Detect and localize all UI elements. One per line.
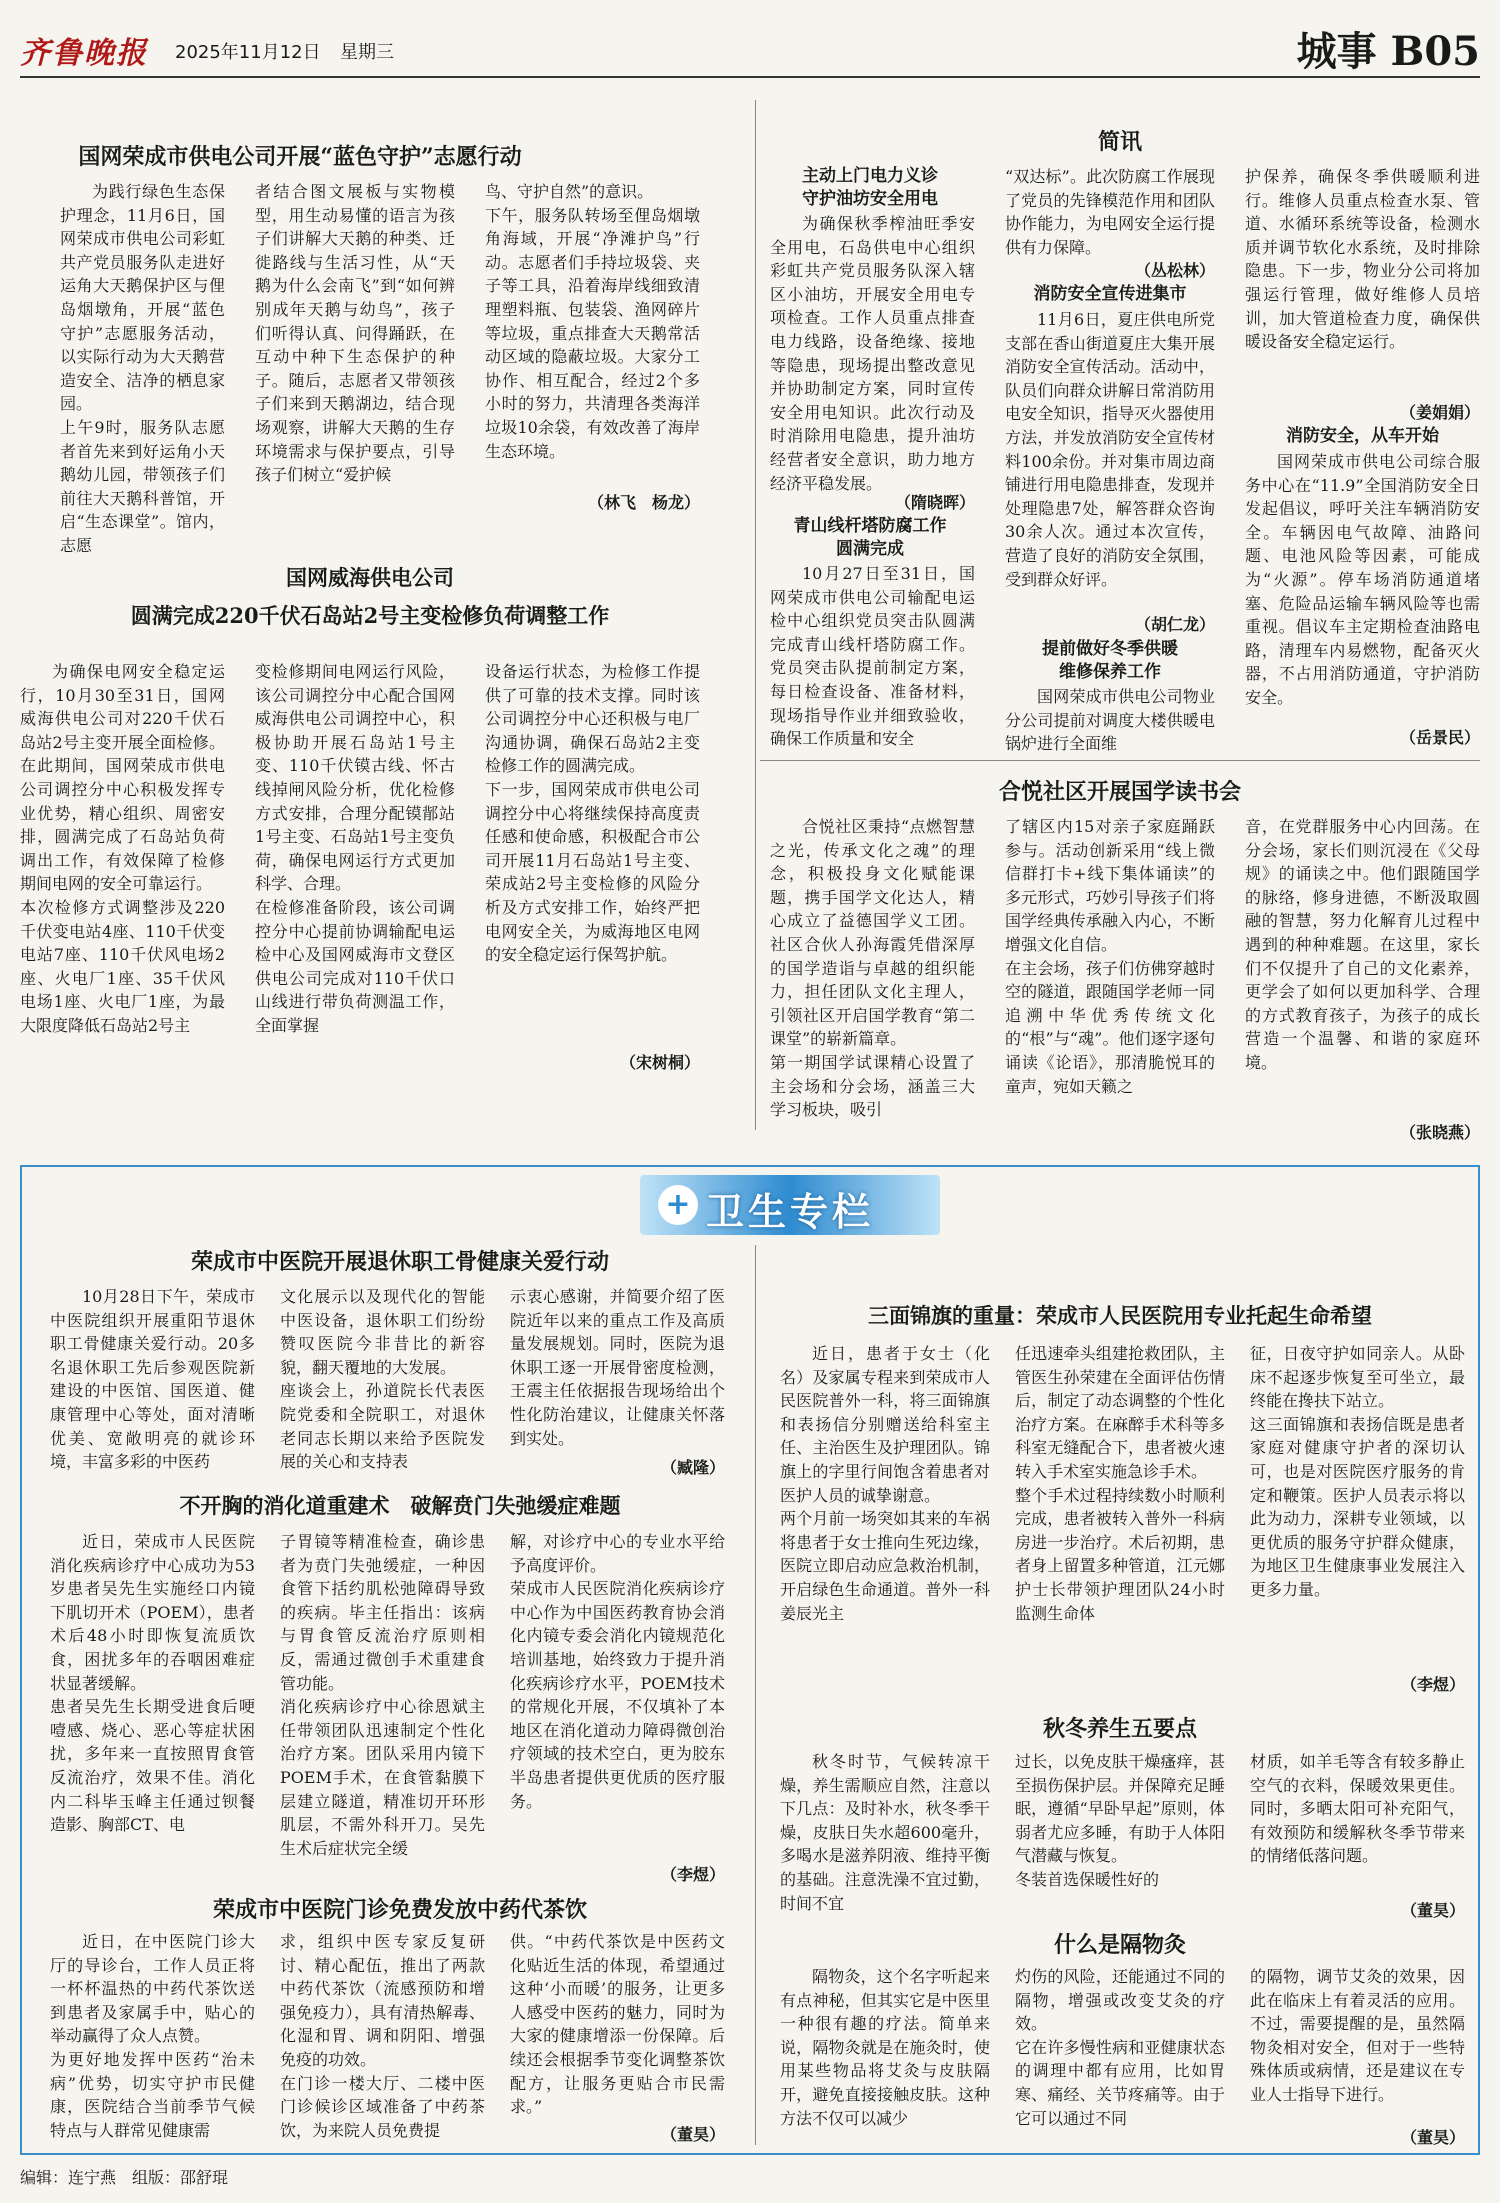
brief-1-body (770, 212, 975, 492)
article-1-col-3 (485, 180, 700, 510)
health-article-1-text: 10月28日下午，荣成市中医院组织开展重阳节退休职工骨健康关爱行动。20多名退休职工先后参观医院新建设的中医馆、国医道、健康管理中心等处，面对清晰优美、宽敞明亮的就诊环境，丰富多彩的中医药 (50, 1287, 255, 1472)
health-article-2-text: 近日，荣成市人民医院消化疾病诊疗中心成功为53岁患者吴先生实施经口内镜下肌切开术（POEM），患者术后48小时即恢复流质饮食，困扰多年的吞咽困难症状显著缓解。 患者吴先生长期受进食后哽噎感、烧心、恶心等症状困扰，多年来一直按照胃食管反流治疗，效果不佳。消化内二科毕玉峰主任通过钡餐造影、胸部CT、电 (50, 1532, 255, 1835)
brief-4-body (1005, 308, 1215, 608)
brief-1-title-1: 主动上门电力义诊 (802, 166, 938, 186)
health-article-4-text: 任迅速牵头组建抢救团队，主管医生孙荣建在全面评估伤情后，制定了动态调整的个性化治疗方案。在麻醉手术科等多科室无缝配合下，患者被火速转入手术室实施急诊手术。 整个手术过程持续数小时顺利完成，患者被转入普外一科病房进一步治疗。术后初期，患者身上留置多种管道，江元娜护士长带领护理团队24小时监测生命体 (1015, 1344, 1225, 1623)
health-article-6-title: 什么是隔物灸 (1053, 1932, 1186, 1958)
brief-7-byline: （岳景民） (1399, 728, 1480, 747)
brief-2-title-1: 青山线杆塔防腐工作 (793, 516, 947, 536)
article-3-byline: （张晓燕） (1399, 1123, 1480, 1142)
brief-1-text: 为确保秋季榨油旺季安全用电，石岛供电中心组织彩虹共产党员服务队深入辖区小油坊，开展安全用电专项检查。工作人员重点排查电力线路，设备绝缘、接地等隐患，现场提出整改意见并协助制定方案，同时宣传安全用电知识。此次行动及时消除用电隐患，提升油坊经营者安全意识，助力地方经济平稳发展。 (770, 214, 975, 493)
brief-1-byline: （隋晓晖） (894, 493, 975, 512)
health-column-banner (640, 1175, 940, 1235)
health-article-1-col-2 (280, 1285, 485, 1475)
health-article-5-col-3 (1250, 1750, 1465, 1895)
brief-7-text: 国网荣成市供电公司综合服务中心在“11.9”全国消防安全日发起倡议，呼吁关注车辆消防安全。车辆因电气故障、油路问题、电池风险等因素，可能成为“火源”。停车场消防通道堵塞、危险品运输车辆风险等也需重视。倡议车主定期检查油路电路，清理车内易燃物，配备灭火器，不占用消防通道，守护消防安全。 (1245, 452, 1480, 707)
brief-2-title-2: 圆满完成 (836, 539, 904, 559)
health-article-4-col-3 (1250, 1342, 1465, 1667)
brief-6-body (1245, 165, 1480, 400)
health-article-5-byline: （董昊） (1400, 1901, 1465, 1920)
health-article-3-col-3 (510, 1930, 725, 2120)
health-article-5-text: 材质，如羊毛等含有较多静止空气的衣料，保暖效果更佳。同时，多晒太阳可补充阳气，有效预防和缓解秋冬季节带来的情绪低落问题。 (1250, 1752, 1465, 1866)
health-article-5-text: 秋冬时节，气候转凉干燥，养生需顺应自然，注意以下几点：及时补水，秋冬季干燥，皮肤日失水超600毫升，多喝水是滋养阴液、维持平衡的基础。注意洗澡不宜过勤，时间不宜 (780, 1752, 990, 1913)
health-article-3-title: 荣成市中医院门诊免费发放中药代茶饮 (212, 1897, 587, 1923)
newspaper-logo: 齐鲁晚报 (20, 36, 148, 71)
health-article-1-col-1 (50, 1285, 255, 1475)
editor-credits: 编辑：连宁燕 组版：邵舒琨 (20, 2168, 229, 2187)
article-2-text: 变检修期间电网运行风险，该公司调控分中心配合国网威海供电公司调控中心，积极协助开展石岛站1号主变、110千伏镆古线、怀古线掉闸风险分析，优化检修方式安排，合理分配镆鄁站1号主变、石岛站1号主变负荷，确保电网运行方式更加科学、合理。 在检修准备阶段，该公司调控分中心提前协调输配电运检中心及国网威海市文登区供电公司完成对110千伏口山线进行带负荷测温工作，全面掌握 (255, 662, 455, 1035)
article-2-title-2: 圆满完成220千伏石岛站2号主变检修负荷调整工作 (130, 603, 610, 628)
health-article-1-title: 荣成市中医院开展退休职工骨健康关爱行动 (190, 1249, 609, 1275)
article-3-col-2 (1005, 815, 1215, 1145)
health-article-6-col-2 (1015, 1965, 1225, 2145)
health-article-3-text: 求，组织中医专家反复研讨、精心配伍，推出了两款中药代茶饮（流感预防和增强免疫力），具有清热解毒、化湿和胃、调和阴阳、增强免疫的功效。 在门诊一楼大厅、二楼中医门诊候诊区域准备了中药茶饮，为来院人员免费提 (280, 1932, 485, 2140)
brief-6-byline: （姜娟娟） (1399, 403, 1480, 422)
brief-7-body (1245, 450, 1480, 720)
column-divider (755, 1245, 756, 2145)
brief-6-text: 护保养，确保冬季供暖顺利进行。维修人员重点检查水泵、管道、水循环系统等设备，检测水质并调节软化水系统，及时排除隐患。下一步，物业分公司将加强运行管理，做好维修人员培训，加大管道检查力度，确保供暖设备安全稳定运行。 (1245, 167, 1480, 352)
health-article-6-text: 的隔物，调节艾灸的效果，因此在临床上有着灵活的应用。不过，需要提醒的是，虽然隔物灸相对安全，但对于一些特殊体质或病情，还是建议在专业人士指导下进行。 (1250, 1967, 1465, 2104)
health-article-4-title: 三面锦旗的重量：荣成市人民医院用专业托起生命希望 (868, 1303, 1372, 1328)
article-2-byline: （宋树桐） (619, 1053, 700, 1072)
health-column-title: 卫生专栏 (705, 1190, 874, 1234)
article-3-text: 合悦社区秉持“点燃智慧之光，传承文化之魂”的理念，积极投身文化赋能课题，携手国学文化达人，精心成立了益德国学义工团。社区合伙人孙海霞凭借深厚的国学造诣与卓越的组织能力，担任团队文化主理人，引领社区开启国学教育“第二课堂”的崭新篇章。 第一期国学试课精心设置了主会场和分会场，涵盖三大学习板块，吸引 (770, 817, 975, 1120)
health-article-2-byline: （李煜） (660, 1865, 725, 1884)
brief-3-byline: （丛松林） (1134, 261, 1215, 280)
masthead (20, 20, 1480, 78)
health-article-2-title: 不开胸的消化道重建术 破解贲门失弛缓症难题 (179, 1493, 621, 1518)
brief-3-text: “双达标”。此次防腐工作展现了党员的先锋模范作用和团队协作能力，为电网安全运行提供有力保障。 (1005, 167, 1215, 257)
article-3-text: 音，在党群服务中心内回荡。在分会场，家长们则沉浸在《父母规》的诵读之中。他们跟随国学的脉络，修身进德，不断汲取圆融的智慧，努力化解育儿过程中遇到的种种难题。在这里，家长们不仅提升了自己的文化素养，更学会了如何以更加科学、合理的方式教育孩子，为孩子的成长营造一个温馨、和谐的家庭环境。 (1245, 817, 1480, 1072)
health-article-6-byline: （董昊） (1400, 2128, 1465, 2147)
health-article-3-col-2 (280, 1930, 485, 2145)
brief-2-body (770, 562, 975, 752)
article-2-text: 设备运行状态，为检修工作提供了可靠的技术支撑。同时该公司调控分中心还积极与电厂沟通协调，确保石岛站2主变检修工作的圆满完成。 下一步，国网荣成市供电公司调控分中心将继续保持高度责任感和使命感，积极配合市公司开展11月石岛站1号主变、荣成站2号主变检修的风险分析及方式安排工作，始终严把电网安全关，为威海地区电网的安全稳定运行保驾护航。 (485, 662, 700, 965)
health-article-1-col-3 (510, 1285, 725, 1460)
section-page-label: 城事 B05 (1296, 28, 1480, 75)
brief-2-text: 10月27日至31日，国网荣成市供电公司输配电运检中心组织党员突击队圆满完成青山线杆塔防腐工作。党员突击队提前制定方案，每日检查设备、准备材料，现场指导作业并细致验收，确保工作质量和安全 (770, 564, 975, 749)
article-3-col-3 (1245, 815, 1480, 1120)
article-1-text: 为践行绿色生态保护理念，11月6日，国网荣成市供电公司彩虹共产党员服务队走进好运角大天鹅保护区与俚岛烟墩角，开展“蓝色守护”志愿服务活动，以实际行动为大天鹅营造安全、洁净的栖息家园。 上午9时，服务队志愿者首先来到好运角小天鹅幼儿园，带领孩子们前往大天鹅科普馆，开启“生态课堂”。馆内，志愿 (60, 182, 225, 555)
health-article-4-text: 近日，患者于女士（化名）及家属专程来到荣成市人民医院普外一科，将三面锦旗和表扬信分别赠送给科室主任、主治医生及护理团队。锦旗上的字里行间饱含着患者对医护人员的诚挚谢意。 两个月前一场突如其来的车祸将患者于女士推向生死边缘，医院立即启动应急救治机制，开启绿色生命通道。普外一科姜辰光主 (780, 1344, 990, 1623)
brief-5-title-2: 维修保养工作 (1059, 662, 1161, 682)
brief-5-title-1: 提前做好冬季供暖 (1042, 639, 1178, 659)
medical-cross-icon: + (658, 1185, 698, 1225)
brief-7-title: 消防安全，从车开始 (1286, 426, 1439, 446)
article-3-text: 了辖区内15对亲子家庭踊跃参与。活动创新采用“线上微信群打卡+线下集体诵读”的多元形式，巧妙引导孩子们将国学经典传承融入内心，不断增强文化自信。 在主会场，孩子们仿佛穿越时空的隧道，跟随国学老师一同追溯中华优秀传统文化的“根”与“魂”。他们逐字逐句诵读《论语》，那清脆悦耳的童声，宛如天籁之 (1005, 817, 1215, 1096)
article-1-text: 者结合图文展板与实物模型，用生动易懂的语言为孩子们讲解大天鹅的种类、迁徙路线与生活习性，从“天鹅为什么会南飞”到“如何辨别成年天鹅与幼鸟”，孩子们听得认真、问得踊跃，在互动中种下生态保护的种子。随后，志愿者又带领孩子们来到天鹅湖边，结合现场观察，讲解大天鹅的生存环境需求与保护要点，引导孩子们树立“爱护候 (255, 182, 455, 485)
health-article-1-text: 文化展示以及现代化的智能中医设备，退休职工们纷纷赞叹医院今非昔比的新容貌，翻天覆地的大发展。 座谈会上，孙道院长代表医院党委和全院职工，对退休老同志长期以来给予医院发展的关心和支持表 (280, 1287, 485, 1472)
health-article-2-text: 子胃镜等精准检查，确诊患者为贲门失弛缓症，一种因食管下括约肌松弛障碍导致的疾病。毕主任指出：该病与胃食管反流治疗原则相反，需通过微创手术重建食管功能。 消化疾病诊疗中心徐恩斌主任带领团队迅速制定个性化治疗方案。团队采用内镜下POEM手术，在食管黏膜下层建立隧道，精准切开环形肌层，不需外科开刀。吴先生术后症状完全缓 (280, 1532, 485, 1858)
article-1-col-2 (255, 180, 455, 510)
health-article-4-text: 征，日夜守护如同亲人。从卧床不起逐步恢复至可坐立，最终能在搀扶下站立。 这三面锦旗和表扬信既是患者家庭对健康守护者的深切认可，也是对医院医疗服务的肯定和鞭策。医护人员表示将以此为动力，深耕专业领域，以更优质的服务守护群众健康，为地区卫生健康事业发展注入更多力量。 (1250, 1344, 1465, 1599)
article-1-text: 鸟、守护自然”的意识。 下午，服务队转场至俚岛烟墩角海域，开展“净滩护鸟”行动。志愿者们手持垃圾袋、夹子等工具，沿着海岸线细致清理塑料瓶、包装袋、渔网碎片等垃圾，重点排查大天鹅常活动区域的隐蔽垃圾。大家分工协作、相互配合，经过2个多小时的努力，共清理各类海洋垃圾10余袋，有效改善了海岸生态环境。 (485, 182, 700, 461)
health-article-4-col-2 (1015, 1342, 1225, 1692)
health-article-4-col-1 (780, 1342, 990, 1692)
health-article-2-col-1 (50, 1530, 255, 1880)
brief-section-title: 简讯 (1097, 129, 1142, 155)
article-1-title: 国网荣成市供电公司开展“蓝色守护”志愿行动 (78, 144, 522, 170)
health-article-3-col-1 (50, 1930, 255, 2145)
health-article-5-col-2 (1015, 1750, 1225, 1915)
brief-5-body (1005, 685, 1215, 755)
article-2-col-2 (255, 660, 455, 1080)
article-3-title: 合悦社区开展国学读书会 (998, 779, 1241, 805)
brief-4-byline: （胡仁龙） (1134, 615, 1215, 634)
brief-5-text: 国网荣成市供电公司物业分公司提前对调度大楼供暖电锅炉进行全面维 (1005, 687, 1215, 754)
health-article-2-col-3 (510, 1530, 725, 1860)
article-2-text: 为确保电网安全稳定运行，10月30至31日，国网威海供电公司对220千伏石岛站2号主变开展全面检修。在此期间，国网荣成市供电公司调控分中心积极发挥专业优势，精心组织、周密安排，圆满完成了石岛站负荷调出工作，有效保障了检修期间电网的安全可靠运行。 本次检修方式调整涉及220千伏变电站4座、110千伏变电站7座、110千伏风电场2座、火电厂1座、35千伏风电场1座、火电厂1座，为最大限度降低石岛站2号主 (20, 662, 225, 1035)
brief-4-text: 11月6日，夏庄供电所党支部在香山街道夏庄大集开展消防安全宣传活动。活动中，队员们向群众讲解日常消防用电安全知识，指导灭火器使用方法，并发放消防安全宣传材料100余份。并对集市周边商铺进行用电隐患排查，发现并处理隐患7处，解答群众咨询30余人次。通过本次宣传，营造了良好的消防安全氛围，受到群众好评。 (1005, 310, 1215, 589)
health-article-5-col-1 (780, 1750, 990, 1915)
health-article-5-title: 秋冬养生五要点 (1042, 1716, 1197, 1742)
article-3-col-1 (770, 815, 975, 1145)
health-article-1-text: 示衷心感谢，并简要介绍了医院近年以来的重点工作及高质量发展规划。同时，医院为退休职工逐一开展骨密度检测，王震主任依据报告现场给出个性化防治建议，让健康关怀落到实处。 (510, 1287, 725, 1448)
article-1-col-1 (60, 180, 225, 555)
health-article-6-text: 隔物灸，这个名字听起来有点神秘，但其实它是中医里一种很有趣的疗法。简单来说，隔物灸就是在施灸时，使用某些物品将艾灸与皮肤隔开，避免直接接触皮肤。这种方法不仅可以减少 (780, 1967, 990, 2128)
article-2-col-3 (485, 660, 700, 1055)
article-2-title-1: 国网威海供电公司 (286, 565, 454, 590)
section-divider (760, 760, 1480, 761)
brief-1-title-2: 守护油坊安全用电 (802, 189, 938, 209)
issue-date: 2025年11月12日 (175, 42, 321, 63)
brief-3-body (1005, 165, 1215, 255)
health-article-6-text: 灼伤的风险，还能通过不同的隔物，增强或改变艾灸的疗效。 它在许多慢性病和亚健康状态的调理中都有应用，比如胃寒、痛经、关节疼痛等。由于它可以通过不同 (1015, 1967, 1225, 2128)
column-divider (755, 100, 756, 1130)
health-article-6-col-3 (1250, 1965, 1465, 2125)
article-1-byline: （林飞 杨龙） (587, 493, 700, 512)
health-article-4-byline: （李煜） (1400, 1675, 1465, 1694)
health-article-3-text: 近日，在中医院门诊大厅的导诊台，工作人员正将一杯杯温热的中药代茶饮送到患者及家属手中，贴心的举动赢得了众人点赞。 为更好地发挥中医药“治未病”优势，切实守护市民健康，医院结合当前季节气候特点与人群常见健康需 (50, 1932, 255, 2140)
health-article-6-col-1 (780, 1965, 990, 2145)
health-article-1-byline: （臧隆） (660, 1458, 725, 1477)
brief-4-title: 消防安全宣传进集市 (1033, 284, 1187, 304)
issue-weekday: 星期三 (340, 42, 394, 63)
health-article-2-text: 解，对诊疗中心的专业水平给予高度评价。 荣成市人民医院消化疾病诊疗中心作为中国医药教育协会消化内镜专委会消化内镜规范化培训基地，始终致力于提升消化疾病诊疗水平，POEM技术的常规化开展，不仅填补了本地区在消化道动力障碍微创治疗领域的技术空白，更为胶东半岛患者提供更优质的医疗服务。 (510, 1532, 725, 1811)
health-article-5-text: 过长，以免皮肤干燥瘙痒，甚至损伤保护层。并保障充足睡眠，遵循“早卧早起”原则，体弱者尤应多睡，有助于人体阳气潜藏与恢复。 冬装首选保暖性好的 (1015, 1752, 1225, 1889)
health-article-2-col-2 (280, 1530, 485, 1880)
article-2-col-1 (20, 660, 225, 1080)
health-article-3-byline: （董昊） (660, 2125, 725, 2144)
health-article-3-text: 供。“中药代茶饮是中医药文化贴近生活的体现，希望通过这种‘小而暖’的服务，让更多人感受中医药的魅力，同时为大家的健康增添一份保障。后续还会根据季节变化调整茶饮配方，让服务更贴合市民需求。” (510, 1932, 725, 2117)
